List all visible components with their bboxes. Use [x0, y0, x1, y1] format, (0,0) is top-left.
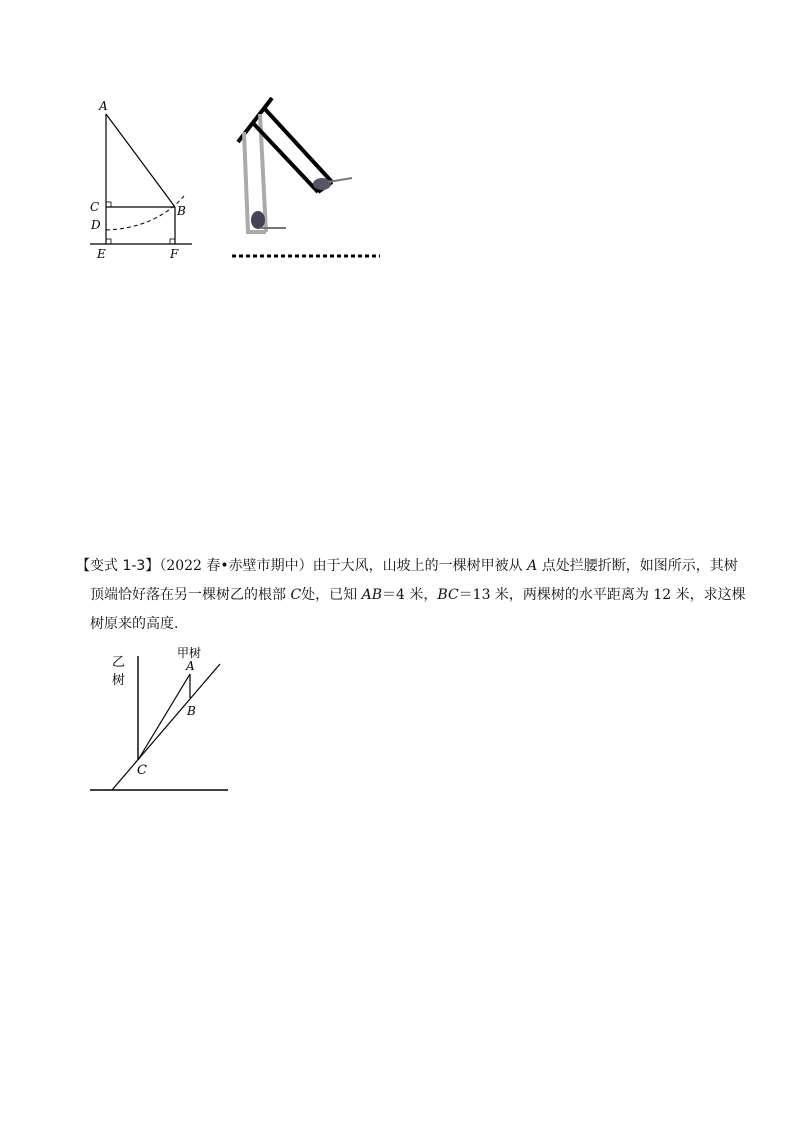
label-d: D: [91, 218, 101, 232]
problem-text-2: 点处拦腰折断，如图所示，其树: [541, 558, 738, 574]
problem-text-3: 顶端恰好落在另一棵树乙的根部: [90, 587, 286, 603]
label-tree-yi-1: 乙: [112, 655, 126, 670]
bc-value: ＝13 米，两棵树的水平距离为 12 米，求这棵: [458, 587, 746, 603]
label-f: F: [170, 247, 179, 261]
point-c: C: [290, 587, 302, 603]
label-a: A: [186, 659, 195, 673]
label-b: B: [177, 204, 186, 218]
problem-text-4: 处，已知: [301, 587, 358, 603]
problem-line-2: [76, 581, 776, 610]
problem-text-5: 树原来的高度．: [90, 616, 188, 632]
swing-photo-icon: [230, 92, 386, 264]
problem-line-1: [76, 552, 776, 581]
problem-variant-1-3: [76, 552, 776, 639]
segment-bc: BC: [437, 587, 459, 603]
tree-slope-figure: [88, 644, 232, 796]
problem-source: （2022 春•赤壁市期中）: [159, 558, 313, 574]
geometry-figure-1: [86, 96, 206, 262]
point-a: A: [527, 558, 538, 574]
label-tree-jia: 甲树: [177, 646, 202, 660]
label-e: E: [97, 247, 106, 261]
label-tree-yi-2: 树: [112, 673, 126, 688]
ab-value: ＝4 米，: [382, 587, 438, 603]
label-a: A: [99, 99, 108, 113]
problem-line-3: [76, 610, 776, 639]
problem-text-1: 由于大风，山坡上的一棵树甲被从: [312, 558, 523, 574]
problem-tag: 【变式 1-3】: [76, 558, 160, 574]
label-c: C: [137, 763, 147, 778]
label-c: C: [90, 200, 100, 214]
label-b: B: [187, 704, 196, 718]
segment-ab: AB: [361, 587, 383, 603]
